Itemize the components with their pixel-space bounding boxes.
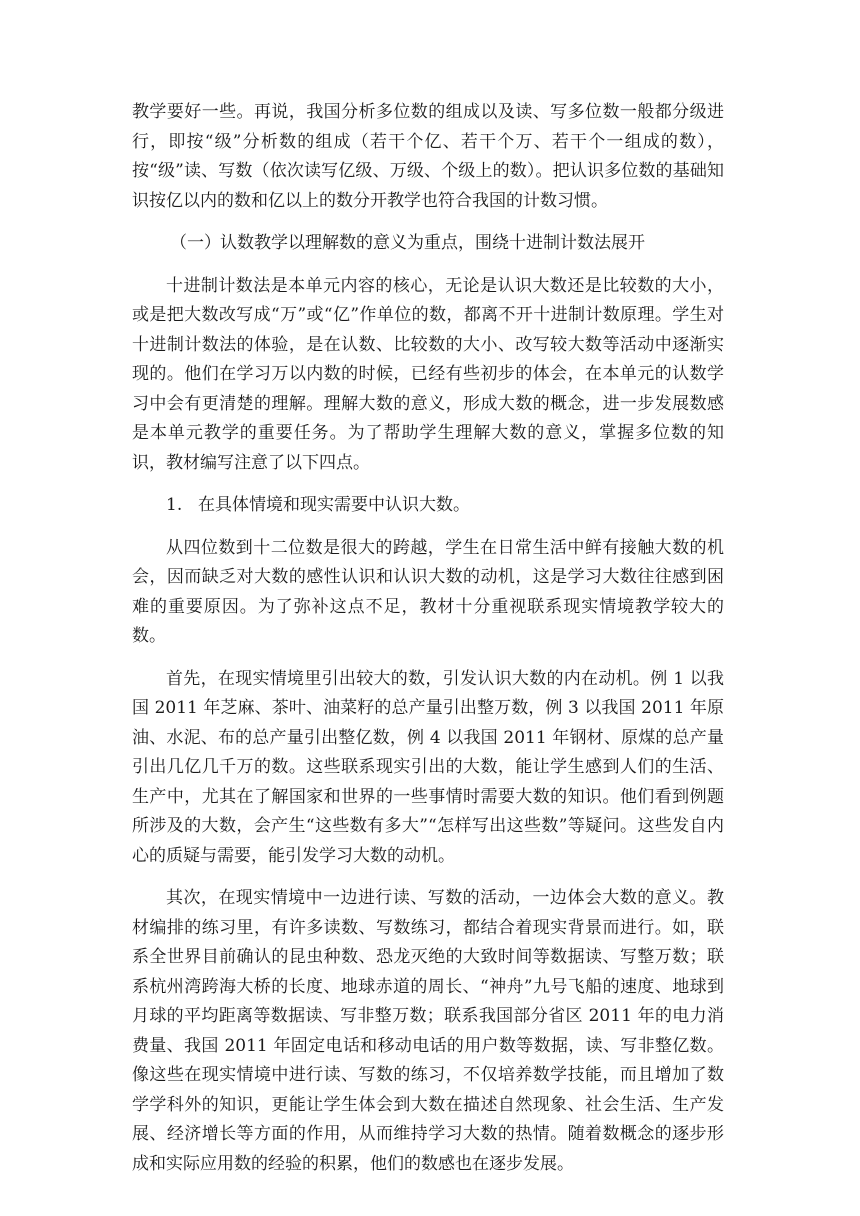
section-heading: [132, 229, 724, 259]
subsection-heading: [132, 491, 724, 521]
subsection-heading-number: 1.: [166, 495, 183, 515]
section-heading-text: 认数教学以理解数的意义为重点，围绕十进制计数法展开: [220, 233, 645, 253]
paragraph-large-numbers: 从四位数到十二位数是很大的跨越，学生在日常生活中鲜有接触大数的机会，因而缺乏对大数的感性认识和认识大数的动机，这是学习大数往往感到困难的重要原因。为了弥补这点不足，教材十分重视联系现实情境教学较大的数。: [132, 537, 724, 646]
paragraph-first-point: 首先，在现实情境里引出较大的数，引发认识大数的内在动机。例 1 以我国 2011 年芝麻、茶叶、油菜籽的总产量引出整万数，例 3 以我国 2011 年原油、水泥、布的总产量引出整亿数，例 4 以我国 2011 年钢材、原煤的总产量引出几亿几千万的数。这些联系现实引出的大数，能让学生感到人们的生活、生产中，尤其在了解国家和世界的一些事情时需要大数的知识。他们看到例题所涉及的大数，会产生“这些数有多大”“怎样写出这些数”等疑问。这些发自内心的质疑与需要，能引发学习大数的动机。: [132, 668, 724, 866]
paragraph-decimal-system: 十进制计数法是本单元内容的核心，无论是认识大数还是比较数的大小，或是把大数改写成“万”或“亿”作单位的数，都离不开十进制计数原理。学生对十进制计数法的体验，是在认数、比较数的大小、改写较大数等活动中逐渐实现的。他们在学习万以内数的时候，已经有些初步的体会，在本单元的认数学习中会有更清楚的理解。理解大数的意义，形成大数的概念，进一步发展数感是本单元教学的重要任务。为了帮助学生理解大数的意义，掌握多位数的知识，教材编写注意了以下四点。: [132, 275, 724, 473]
section-heading-number: （一）: [170, 233, 221, 253]
subsection-heading-text: 在具体情境和现实需要中认识大数。: [198, 495, 470, 515]
paragraph-second-point: 其次，在现实情境中一边进行读、写数的活动，一边体会大数的意义。教材编排的练习里，有许多读数、写数练习，都结合着现实背景而进行。如，联系全世界目前确认的昆虫种数、恐龙灭绝的大致时间等数据读、写整万数；联系杭州湾跨海大桥的长度、地球赤道的周长、“神舟”九号飞船的速度、地球到月球的平均距离等数据读、写非整万数；联系我国部分省区 2011 年的电力消费量、我国 2011 年固定电话和移动电话的用户数等数据，读、写非整亿数。像这些在现实情境中进行读、写数的练习，不仅培养数学技能，而且增加了数学学科外的知识，更能让学生体会到大数在描述自然现象、社会生活、生产发展、经济增长等方面的作用，从而维持学习大数的热情。随着数概念的逐步形成和实际应用数的经验的积累，他们的数感也在逐步发展。: [132, 888, 724, 1174]
paragraph-intro: 教学要好一些。再说，我国分析多位数的组成以及读、写多位数一般都分级进行，即按“级”分析数的组成（若干个亿、若干个万、若干个一组成的数），按“级”读、写数（依次读写亿级、万级、个级上的数）。把认识多位数的基础知识按亿以内的数和亿以上的数分开教学也符合我国的计数习惯。: [132, 102, 724, 211]
document-body: [132, 98, 724, 1179]
